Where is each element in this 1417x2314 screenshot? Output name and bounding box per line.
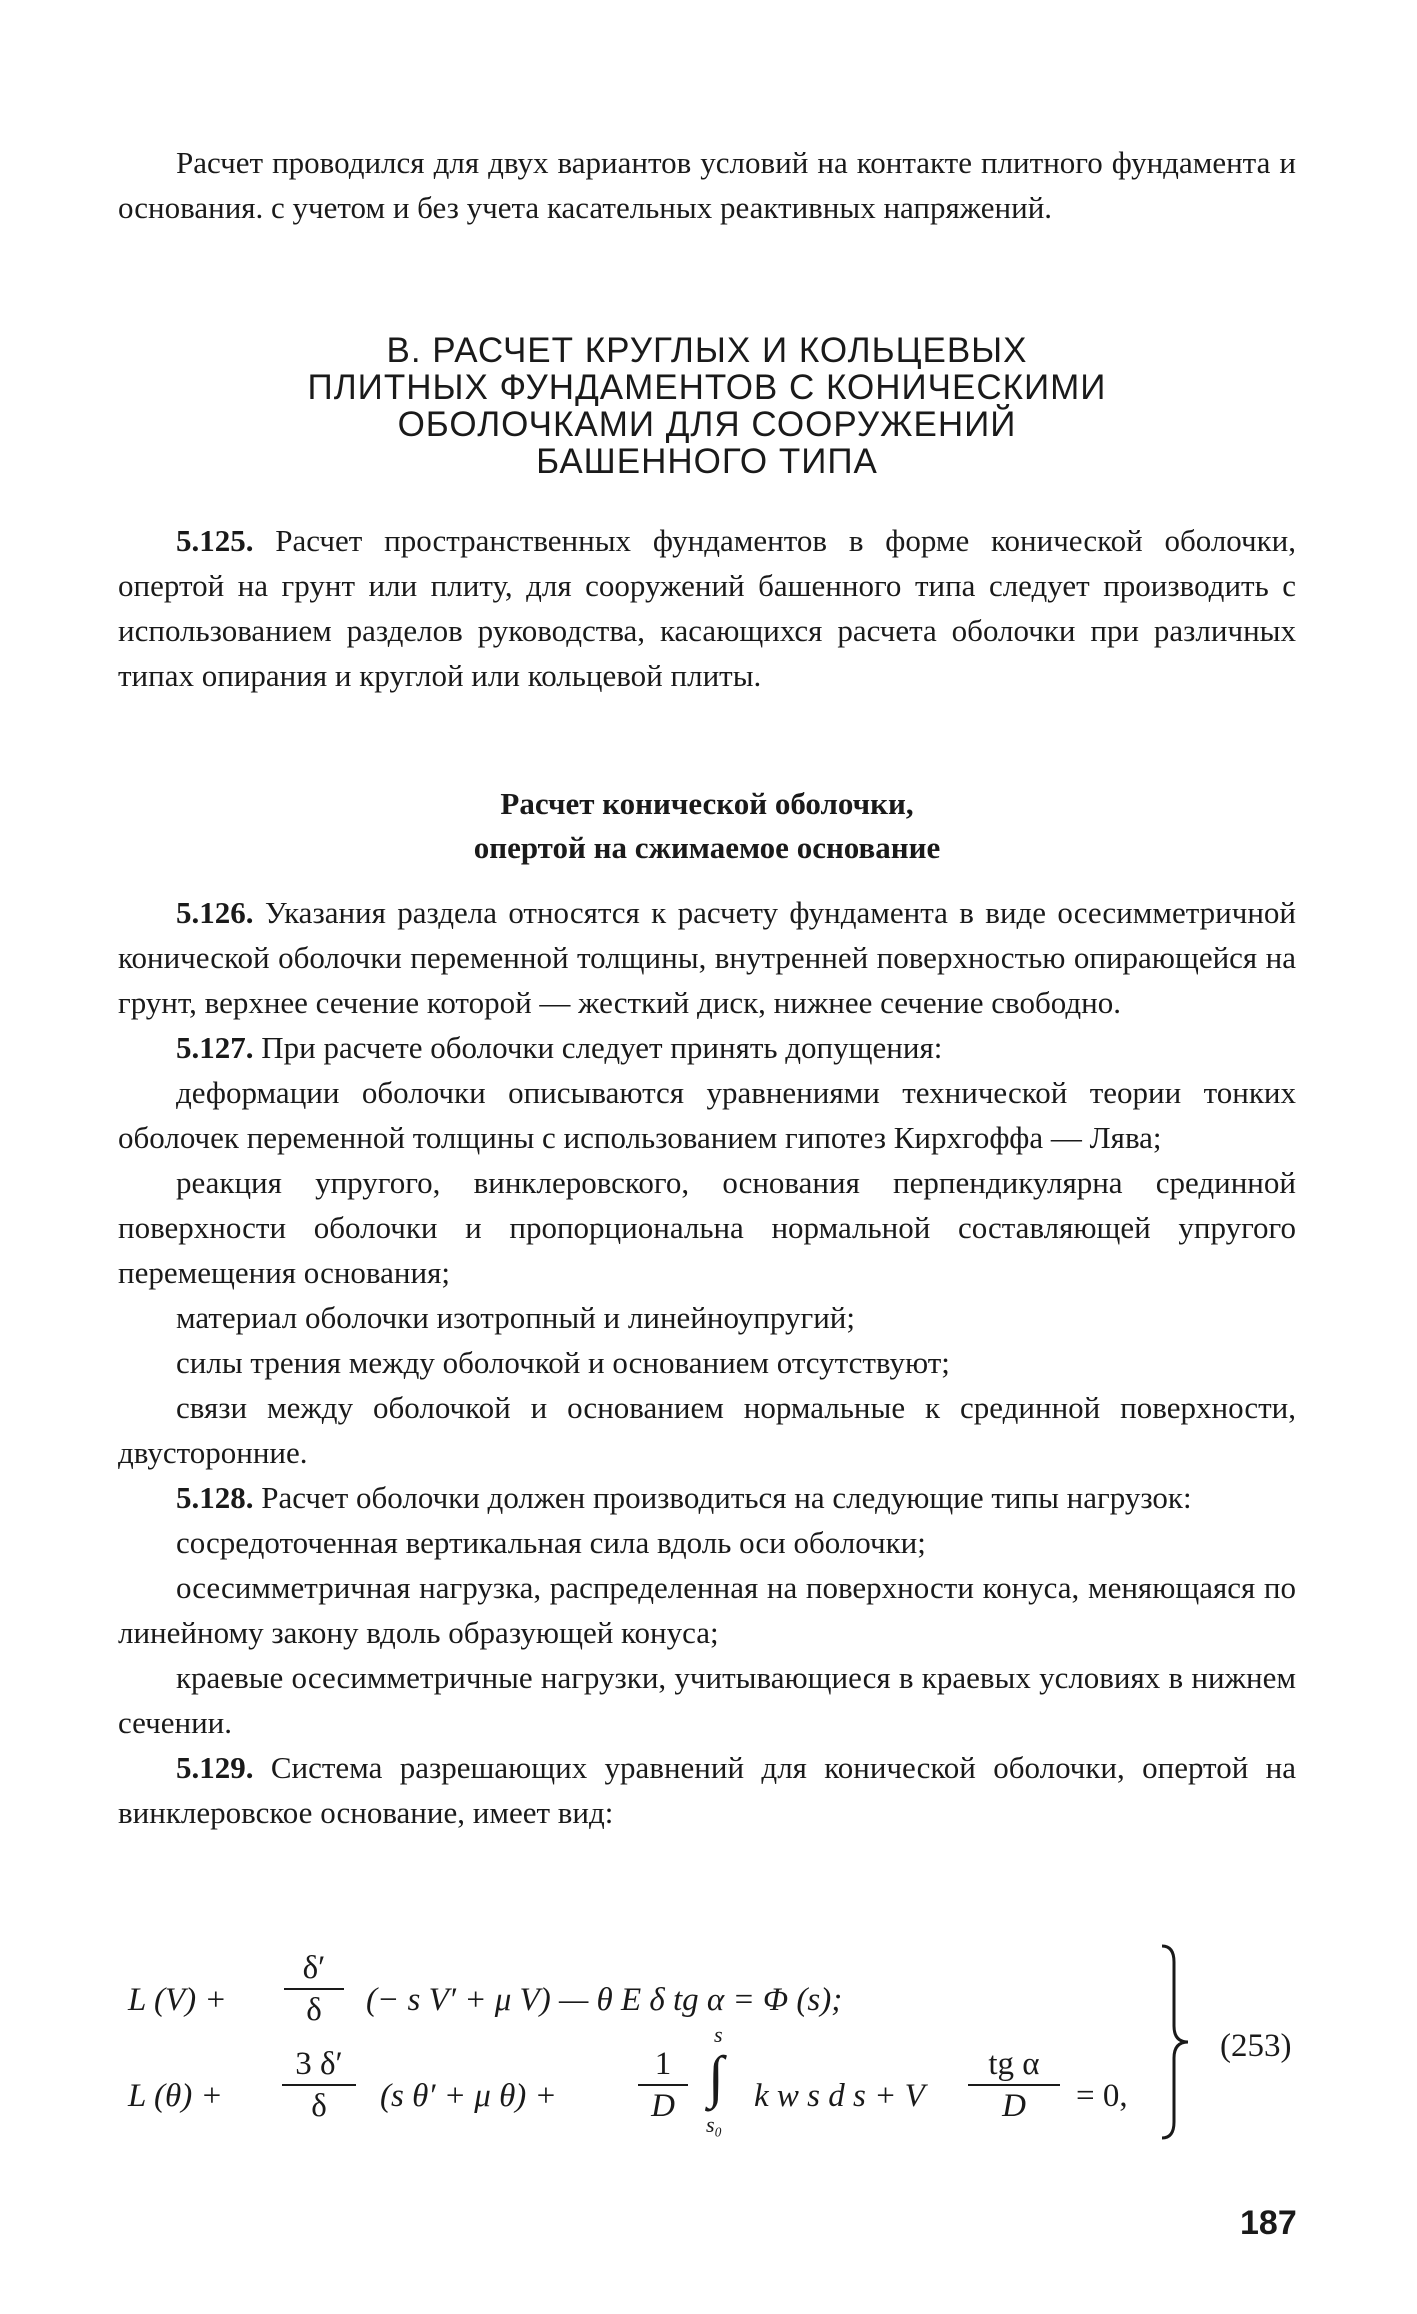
eq1-rest: (− s V′ + μ V) — θ E δ tg α = Φ (s); xyxy=(366,1982,843,2018)
intro-paragraph: Расчет проводился для двух вариантов условий на контакте плитного фундамента и основания. с учетом и без учета касательных реактивных напряжений. xyxy=(118,145,1296,225)
clause-text: Указания раздела относятся к расчету фундамента в виде осесимметричной конической оболочки переменной толщины, внутренней поверхностью опирающейся на грунт, верхнее сечение которой — жесткий диск, нижнее сечение свободно. xyxy=(118,895,1296,1020)
eq2-fraction: $\frac{3 \delta'}{\delta}$ xyxy=(282,2044,356,2126)
integral-upper-limit: s xyxy=(714,2022,723,2047)
load-item: осесимметричная нагрузка, распределенная на поверхности конуса, меняющаяся по линейному закону вдоль образующей конуса; xyxy=(118,1570,1296,1650)
assumption-item: деформации оболочки описываются уравнениями технической теории тонких оболочек переменной толщины с использованием гипотез Кирхгоффа — Лява; xyxy=(118,1075,1296,1155)
paragraph-5-125 xyxy=(118,518,1296,698)
integral-sign: ∫ xyxy=(708,2044,724,2109)
eq2-fraction-tg-over-d: $\frac{\text{tg α}}{D}$ xyxy=(968,2044,1060,2126)
subsection-title-line-2: опертой на сжимаемое основание xyxy=(473,830,941,865)
section-title-line-1: В. РАСЧЕТ КРУГЛЫХ И КОЛЬЦЕВЫХ xyxy=(386,331,1028,370)
eq1-lhs: L (V) + xyxy=(128,1982,227,2018)
clause-number: 5.127. xyxy=(176,1030,254,1065)
integral-lower-limit: s₀ xyxy=(706,2112,723,2137)
section-title-line-4: БАШЕННОГО ТИПА xyxy=(536,442,878,481)
eq2-mid: (s θ′ + μ θ) + xyxy=(380,2078,557,2114)
page-number: 187 xyxy=(1240,2204,1297,2242)
intro-block xyxy=(118,140,1296,230)
load-item: краевые осесимметричные нагрузки, учитывающиеся в краевых условиях в нижнем сечении. xyxy=(118,1660,1296,1740)
eq1-fraction: $\frac{\delta'}{\delta}$ xyxy=(284,1948,344,2030)
eq2-fraction-1-over-d: $\frac{1}{D}$ xyxy=(638,2044,688,2126)
clause-text: Расчет оболочки должен производиться на следующие типы нагрузок: xyxy=(253,1480,1192,1515)
clauses-block xyxy=(118,890,1296,1835)
equation-253 xyxy=(118,1950,1358,2137)
paragraph-5-128 xyxy=(118,1475,1296,1520)
paragraph-5-126 xyxy=(118,890,1296,1025)
paragraph-5-129 xyxy=(118,1745,1296,1835)
load-item: сосредоточенная вертикальная сила вдоль оси оболочки; xyxy=(176,1525,926,1560)
paragraph-5-127 xyxy=(118,1025,1296,1070)
eq2-end: = 0, xyxy=(1076,2078,1128,2114)
clause-number: 5.129. xyxy=(176,1750,254,1785)
equation-number: (253) xyxy=(1220,2028,1292,2064)
clause-text: Система разрешающих уравнений для конической оболочки, опертой на винклеровское основание, имеет вид: xyxy=(118,1750,1296,1830)
clause-text: Расчет пространственных фундаментов в форме конической оболочки, опертой на грунт или плиту, для сооружений башенного типа следует производить с использованием разделов руководства, касающихся расчета оболочки при различных типах опирания и круглой или кольцевой плиты. xyxy=(118,523,1296,693)
right-brace-icon xyxy=(1158,1942,1198,2142)
eq2-lhs: L (θ) + xyxy=(128,2078,223,2114)
subsection-title xyxy=(118,782,1296,870)
clause-text: При расчете оболочки следует принять допущения: xyxy=(253,1030,943,1065)
section-title xyxy=(118,332,1296,480)
assumption-item: реакция упругого, винклеровского, основания перпендикулярна срединной поверхности оболочки и пропорциональна нормальной составляющей упругого перемещения основания; xyxy=(118,1165,1296,1290)
assumption-item: материал оболочки изотропный и линейноупругий; xyxy=(176,1300,855,1335)
assumption-item: связи между оболочкой и основанием нормальные к срединной поверхности, двусторонние. xyxy=(118,1390,1296,1470)
clause-number: 5.128. xyxy=(176,1480,254,1515)
section-title-line-2: ПЛИТНЫХ ФУНДАМЕНТОВ С КОНИЧЕСКИМИ xyxy=(307,368,1107,407)
subsection-title-line-1: Расчет конической оболочки, xyxy=(500,786,914,821)
eq2-integrand: k w s d s + V xyxy=(754,2078,925,2114)
clause-number: 5.125. xyxy=(176,523,254,558)
clause-number: 5.126. xyxy=(176,895,254,930)
assumption-item: силы трения между оболочкой и основанием отсутствуют; xyxy=(176,1345,950,1380)
section-title-line-3: ОБОЛОЧКАМИ ДЛЯ СООРУЖЕНИЙ xyxy=(397,405,1017,444)
